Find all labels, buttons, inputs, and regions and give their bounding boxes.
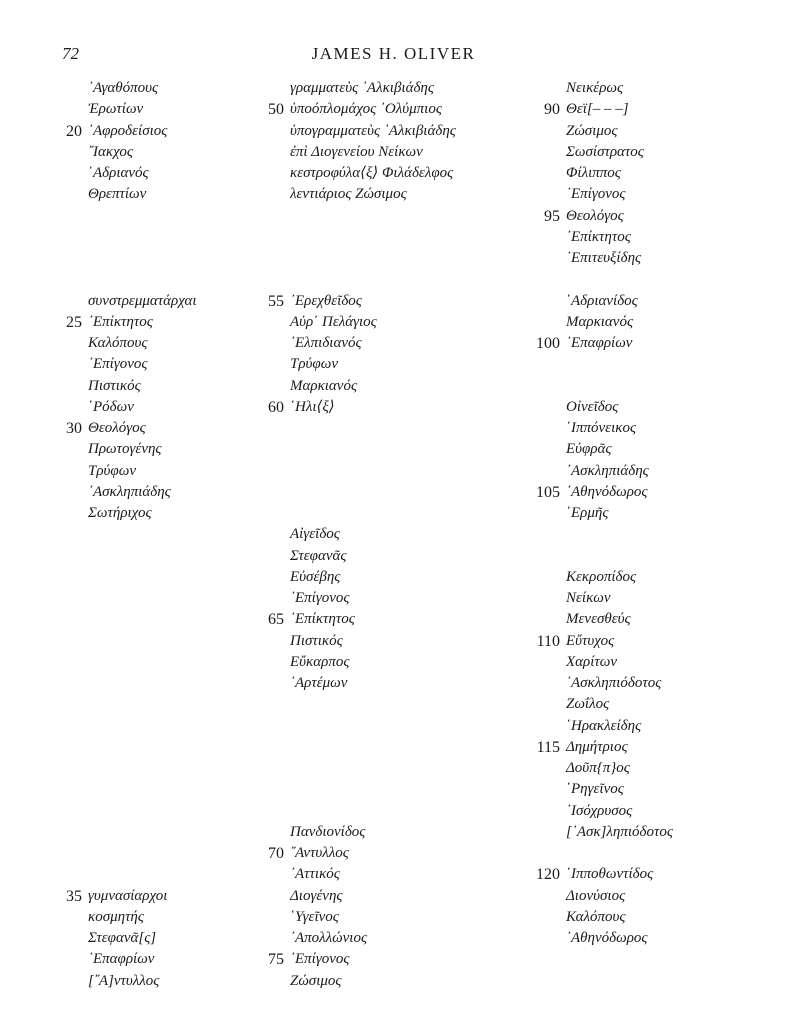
inscription-line — [268, 291, 456, 312]
greek-name: Θεολόγος — [566, 207, 624, 224]
greek-name: ᾿Ελπιδιανός — [290, 335, 362, 351]
inscription-line — [290, 184, 456, 205]
line-number: 20 — [66, 122, 82, 140]
greek-name: ῾Ηλι⟨ξ⟩ — [290, 398, 335, 415]
blank-line — [88, 248, 197, 269]
inscription-line — [88, 907, 197, 928]
greek-name: Σωτήριχος — [88, 505, 152, 521]
greek-name: ᾿Επίγονος — [290, 590, 350, 606]
greek-name: ἐπὶ Διογενείου Νείκων — [290, 143, 423, 160]
blank-line — [88, 822, 197, 843]
inscription-line — [290, 312, 456, 333]
inscription-line — [566, 567, 673, 588]
inscription-line — [290, 907, 456, 928]
inscription-line — [566, 163, 673, 184]
inscription-line — [536, 482, 673, 503]
inscription-line — [88, 482, 197, 503]
inscription-line — [290, 588, 456, 609]
greek-name: Στεφανᾶ[ς] — [88, 930, 157, 946]
greek-name: ᾿Ερεχθεῖδος — [290, 292, 362, 309]
line-number: 60 — [268, 398, 284, 416]
inscription-line — [566, 248, 673, 269]
blank-line — [88, 524, 197, 545]
blank-line — [88, 567, 197, 588]
inscription-line — [566, 673, 673, 694]
line-number: 25 — [66, 313, 82, 331]
inscription-line — [88, 397, 197, 418]
greek-name: Νείκων — [566, 590, 611, 606]
inscription-line — [566, 609, 673, 630]
line-number: 35 — [66, 887, 82, 905]
blank-line — [566, 354, 673, 375]
greek-name: ῾Ρόδων — [88, 398, 134, 415]
inscription-line — [566, 694, 673, 715]
page-number: 72 — [62, 44, 79, 63]
inscription-line — [290, 864, 456, 885]
blank-line — [290, 227, 456, 248]
inscription-line — [566, 184, 673, 205]
greek-name: ᾿Επίγονος — [566, 186, 626, 203]
inscription-line — [566, 397, 673, 418]
inscription-line — [88, 503, 197, 524]
blank-line — [290, 716, 456, 737]
greek-name: ᾿Ασκληπιάδης — [88, 483, 171, 500]
greek-name: κοσμητής — [88, 908, 144, 925]
greek-name: ᾿Απολλώνιος — [290, 930, 368, 946]
inscription-line — [566, 503, 673, 524]
inscription-line — [268, 949, 456, 970]
inscription-line — [290, 354, 456, 375]
blank-line — [566, 269, 673, 290]
greek-name: Ζωΐλος — [566, 696, 610, 713]
inscription-line — [566, 418, 673, 439]
greek-name: ῾Ιππόνεικος — [566, 420, 637, 436]
greek-name: ῾Αδριανίδος — [566, 292, 638, 309]
inscription-line — [88, 333, 197, 354]
inscription-line — [566, 78, 673, 99]
blank-line — [290, 248, 456, 269]
inscription-line — [536, 864, 673, 885]
line-number: 100 — [536, 335, 560, 352]
inscription-line — [88, 78, 197, 99]
inscription-line — [290, 928, 456, 949]
greek-name: Νεικέρως — [566, 80, 624, 96]
greek-name: συνστρεμματάρχαι — [88, 292, 197, 309]
greek-name: Πιστικός — [290, 632, 343, 649]
inscription-line — [290, 524, 456, 545]
greek-name: Εὔκαρπος — [290, 653, 350, 670]
inscription-line — [66, 312, 197, 333]
blank-line — [290, 801, 456, 822]
inscription-line — [544, 206, 673, 227]
inscription-line — [290, 376, 456, 397]
inscription-line — [290, 652, 456, 673]
greek-name: ᾿Ισόχρυσος — [566, 802, 633, 819]
inscription-line — [566, 801, 673, 822]
blank-line — [290, 206, 456, 227]
blank-line — [88, 694, 197, 715]
greek-name: λεντιάριος Ζώσιμος — [290, 186, 407, 203]
inscription-line — [566, 907, 673, 928]
inscription-line — [566, 886, 673, 907]
running-title: JAMES H. OLIVER — [311, 44, 476, 63]
inscription-line — [88, 949, 197, 970]
greek-name: ᾿Ασκληπιόδοτος — [566, 675, 662, 691]
greek-name: κεστροφύλα⟨ξ⟩ Φιλάδελφος — [290, 165, 454, 181]
greek-name: ᾿Ασκληπιάδης — [566, 462, 649, 479]
inscription-line — [290, 822, 456, 843]
inscription-line — [88, 439, 197, 460]
line-number: 65 — [268, 611, 284, 629]
blank-line — [290, 779, 456, 800]
column-1 — [66, 78, 197, 992]
blank-line — [566, 843, 673, 864]
inscription-line — [536, 737, 673, 758]
line-number: 55 — [268, 292, 284, 310]
greek-name: Διογένης — [290, 887, 343, 904]
greek-name: Αὐρ΄ Πελάγιος — [290, 313, 377, 330]
inscription-line — [88, 461, 197, 482]
blank-line — [566, 524, 673, 545]
column-2 — [268, 78, 456, 992]
inscription-line — [268, 843, 456, 864]
inscription-line — [290, 886, 456, 907]
blank-line — [290, 439, 456, 460]
greek-name: γραμματεὺς ᾿Αλκιβιάδης — [290, 80, 434, 96]
inscription-line — [268, 609, 456, 630]
inscription-line — [268, 397, 456, 418]
blank-line — [290, 461, 456, 482]
line-number: 30 — [66, 420, 82, 437]
greek-name: Θεϊ[– – –] — [566, 101, 629, 118]
greek-name: ᾿Επίγονος — [290, 951, 350, 968]
greek-name: ῎Ιακχος — [88, 143, 133, 160]
greek-name: Ἐρωτίων — [88, 101, 144, 118]
greek-name: Δημήτριος — [566, 738, 628, 755]
greek-name: Οἰνεῖδος — [566, 398, 619, 415]
blank-line — [566, 376, 673, 397]
greek-name: γυμνασίαρχοι — [88, 887, 168, 904]
greek-name: ῾Ερμῆς — [566, 505, 609, 521]
inscription-line — [290, 78, 456, 99]
greek-name: Ζώσιμος — [290, 972, 342, 989]
blank-line — [290, 482, 456, 503]
greek-name: ᾿Επαφρίων — [566, 335, 633, 351]
greek-name: ᾿Επαφρίων — [88, 951, 155, 968]
greek-name: Πανδιονίδος — [290, 823, 366, 840]
inscription-line — [566, 227, 673, 248]
blank-line — [566, 546, 673, 567]
greek-name: Εὔτυχος — [566, 632, 615, 649]
inscription-line — [290, 971, 456, 992]
greek-name: [῎Α]ντυλλος — [88, 972, 160, 989]
inscription-line — [566, 312, 673, 333]
greek-name: Καλόπους — [566, 908, 626, 925]
blank-line — [88, 269, 197, 290]
line-number: 90 — [544, 101, 560, 119]
inscription-line — [66, 886, 197, 907]
greek-name: Κεκροπίδος — [566, 568, 637, 585]
blank-line — [88, 843, 197, 864]
greek-name: [᾿Ασκ]ληπιόδοτος — [566, 823, 673, 840]
inscription-line — [290, 163, 456, 184]
line-number: 95 — [544, 207, 560, 225]
greek-name: ᾿Επίκτητος — [566, 228, 631, 245]
line-number: 110 — [536, 632, 560, 650]
greek-name: ῾Ρηγεῖνος — [566, 781, 624, 798]
blank-line — [290, 503, 456, 524]
greek-name: ᾿Αθηνόδωρος — [566, 930, 648, 946]
greek-name: Διονύσιος — [566, 887, 626, 904]
line-number: 75 — [268, 951, 284, 969]
blank-line — [88, 737, 197, 758]
blank-line — [88, 546, 197, 567]
blank-line — [290, 758, 456, 779]
inscription-line — [566, 716, 673, 737]
greek-name: Χαρίτων — [566, 653, 618, 670]
blank-line — [88, 673, 197, 694]
inscription-line — [268, 99, 456, 120]
inscription-line — [566, 822, 673, 843]
inscription-line — [566, 758, 673, 779]
inscription-line — [290, 673, 456, 694]
inscription-line — [566, 142, 673, 163]
inscription-line — [290, 333, 456, 354]
inscription-line — [566, 588, 673, 609]
greek-name: ῾Αδριανός — [88, 165, 149, 181]
greek-name: ὑποόπλομάχος ᾿Ολύμπιος — [290, 101, 442, 118]
greek-name: ᾿Αφροδείσιος — [88, 122, 168, 139]
greek-name: ᾿Επιτευξίδης — [566, 250, 642, 266]
greek-name: ῾Ιπποθωντίδος — [566, 866, 654, 883]
inscription-line — [566, 461, 673, 482]
blank-line — [88, 779, 197, 800]
inscription-line — [88, 142, 197, 163]
blank-line — [88, 758, 197, 779]
blank-line — [88, 801, 197, 822]
greek-name: Στεφανᾶς — [290, 547, 347, 564]
blank-line — [88, 609, 197, 630]
greek-name: Τρύφων — [88, 462, 136, 479]
blank-line — [290, 694, 456, 715]
inscription-line — [290, 546, 456, 567]
greek-name: ᾿Επίγονος — [88, 356, 148, 373]
inscription-line — [544, 99, 673, 120]
greek-name: ᾿Επίκτητος — [88, 313, 153, 330]
inscription-line — [290, 121, 456, 142]
greek-name: Σωσίστρατος — [566, 143, 644, 160]
inscription-line — [566, 291, 673, 312]
inscription-line — [88, 928, 197, 949]
inscription-line — [66, 121, 197, 142]
blank-line — [290, 418, 456, 439]
inscription-line — [88, 354, 197, 375]
inscription-line — [566, 779, 673, 800]
greek-name: Τρύφων — [290, 356, 338, 373]
inscription-line — [66, 418, 197, 439]
inscription-line — [88, 184, 197, 205]
greek-name: Αἰγεῖδος — [290, 526, 340, 543]
greek-name: ῎Αντυλλος — [290, 845, 349, 861]
greek-name: Πρωτογένης — [88, 441, 162, 458]
greek-name: ᾿Αγαθόπους — [88, 80, 159, 96]
inscription-line — [88, 376, 197, 397]
greek-name: ᾿Αθηνόδωρος — [566, 483, 648, 500]
line-number: 50 — [268, 101, 284, 119]
greek-name: ᾿Αττικός — [290, 866, 340, 883]
greek-name: Φίλιππος — [566, 165, 621, 181]
greek-name: Θρεπτίων — [88, 186, 147, 203]
greek-name: Ζώσιμος — [566, 122, 618, 139]
greek-name: Μαρκιανός — [290, 377, 358, 394]
greek-name: ᾿Επίκτητος — [290, 611, 355, 628]
greek-name: ῾Υγεῖνος — [290, 908, 339, 925]
greek-name: Καλόπους — [88, 335, 148, 351]
greek-name: ᾿Αρτέμων — [290, 675, 348, 691]
line-number: 120 — [536, 866, 560, 884]
greek-name: ὑπογραμματεὺς ᾿Αλκιβιάδης — [290, 122, 456, 139]
line-number: 70 — [268, 845, 284, 862]
greek-name: Εὐφρᾶς — [566, 441, 612, 458]
blank-line — [290, 737, 456, 758]
inscription-line — [88, 971, 197, 992]
line-number: 115 — [536, 738, 560, 756]
inscription-line — [566, 121, 673, 142]
inscription-line — [536, 333, 673, 354]
inscription-line — [566, 439, 673, 460]
blank-line — [88, 652, 197, 673]
greek-name: ῾Ηρακλείδης — [566, 717, 642, 734]
blank-line — [88, 631, 197, 652]
greek-name: Μαρκιανός — [566, 313, 634, 330]
column-3 — [536, 78, 673, 949]
greek-name: Πιστικός — [88, 377, 141, 394]
blank-line — [88, 227, 197, 248]
blank-line — [290, 269, 456, 290]
greek-name: Εὐσέβης — [290, 568, 341, 585]
inscription-line — [88, 163, 197, 184]
blank-line — [88, 864, 197, 885]
blank-line — [88, 206, 197, 227]
blank-line — [88, 716, 197, 737]
line-number: 105 — [536, 483, 560, 501]
inscription-line — [536, 631, 673, 652]
inscription-line — [566, 652, 673, 673]
inscription-line — [88, 99, 197, 120]
inscription-line — [566, 928, 673, 949]
inscription-line — [290, 567, 456, 588]
greek-name: Δοῦπ{π}ος — [566, 760, 630, 776]
greek-name: Θεολόγος — [88, 420, 146, 436]
blank-line — [88, 588, 197, 609]
inscription-line — [88, 291, 197, 312]
inscription-line — [290, 142, 456, 163]
greek-name: Μενεσθεύς — [566, 611, 631, 628]
inscription-line — [290, 631, 456, 652]
